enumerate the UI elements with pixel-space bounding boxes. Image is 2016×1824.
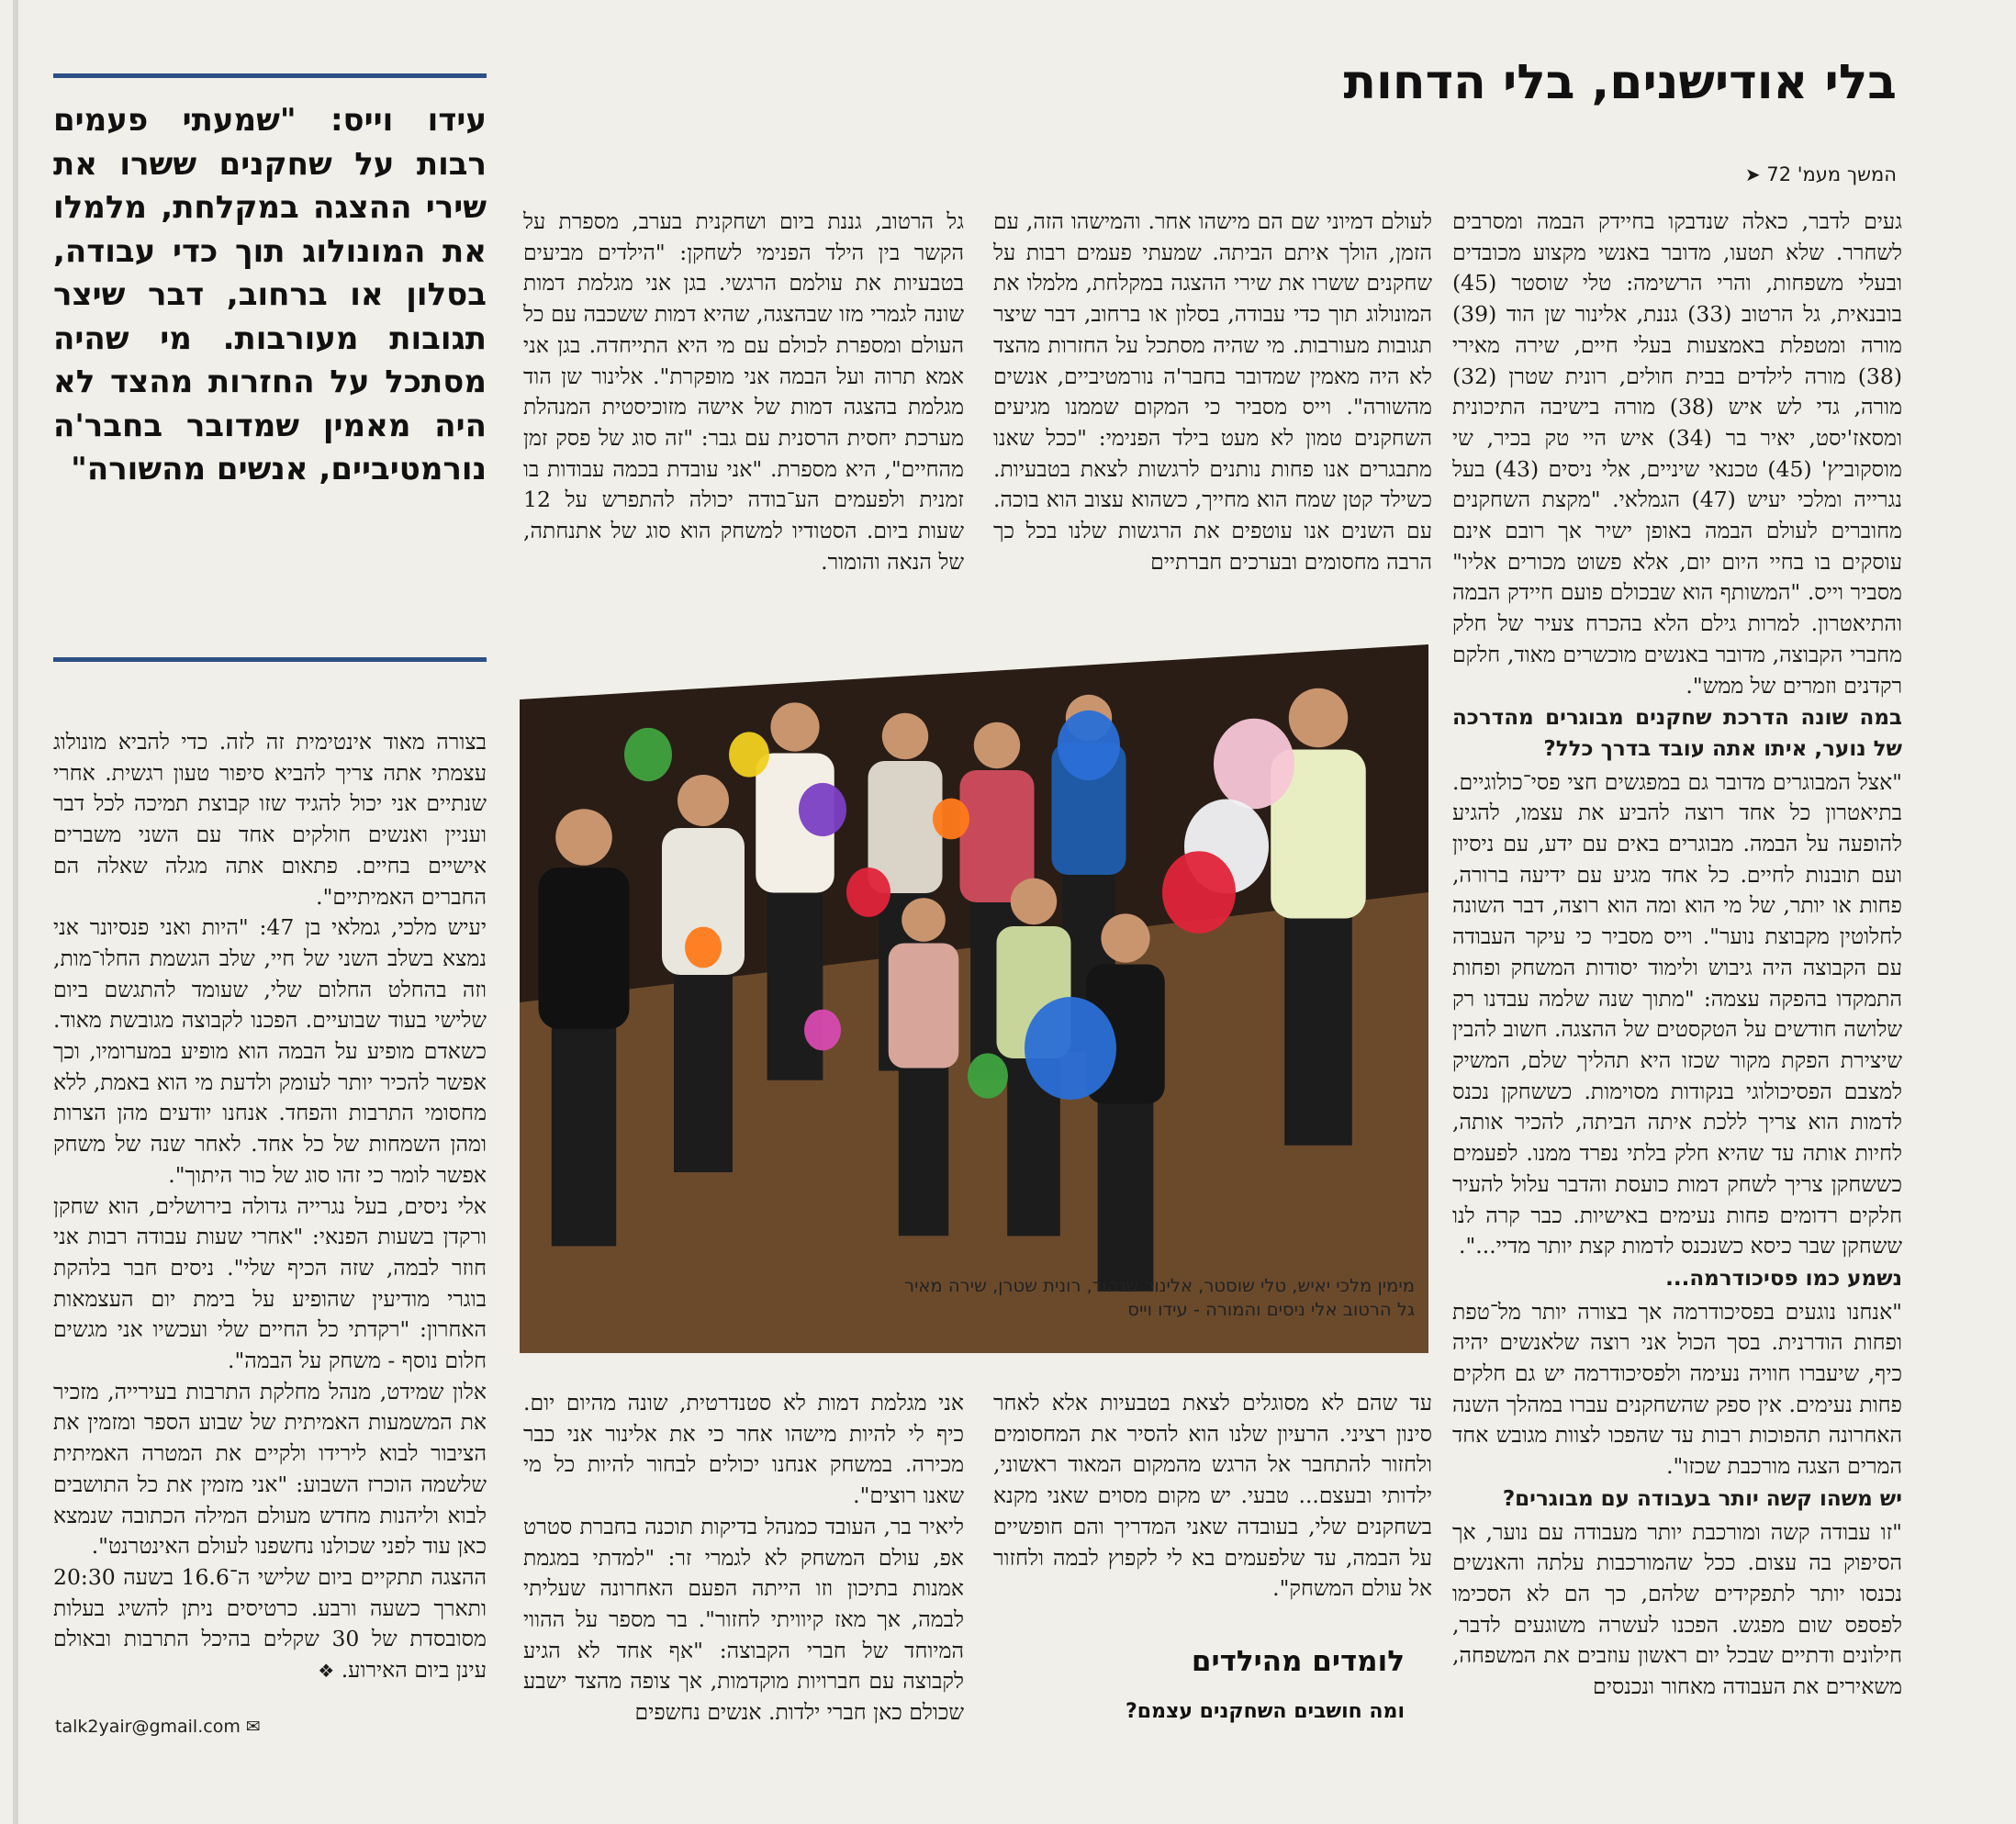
balloon [624,728,672,781]
pullquote-top-rule [53,73,487,78]
sidebar-headline: לומדים מהילדים [1191,1645,1405,1678]
article-column-middle-top [993,207,1432,578]
person-head [555,809,612,866]
continued-label: המשך מעמ' 72 [1766,163,1897,185]
balloon [846,867,890,917]
continued-note [1438,163,1897,185]
paragraph [53,1562,487,1687]
person-body [539,867,630,1029]
person-head [1011,878,1057,924]
event-details: ההצגה תתקיים ביום שלישי ה־16.6 בשעה 20:30 ותארך כשעה ורבע. כרטיסים ניתן להשיג בעלות מסובסדת של 30 שקלים בהיכל התרבות ובאולם עינן ביום האירוע. [53,1563,487,1684]
balloon [968,1053,1008,1098]
email-address[interactable]: talk2yair@gmail.com [55,1717,241,1737]
balloon [1162,851,1236,934]
person-head [882,713,928,759]
person-head [974,722,1020,768]
pullquote: עידו וייס: "שמעתי פעמים רבות על שחקנים ששרו את שירי ההצגה במקלחת, מלמלו את המונולוג תוך כדי עבודה, בסלון או ברחוב, דבר שיצר תגובות מעורבות. מי שהיה מסתכל על החזרות מהצד לא היה מאמין שמדובר בחבר'ה נורמטיביים, אנשים מהשורה" [53,102,487,487]
article-column-left-top [523,207,964,578]
balloon [933,799,969,840]
person-figure [539,809,630,1246]
paragraph: ליאיר בר, העובד כמנהל בדיקות תוכנה בחברת סטרט אפ, עולם המשחק לא לגמרי זר: "למדתי במגמת אמנות בתיכון וזו הייתה הפעם האחרונה שעליתי לבמה, אך מאז קיוויתי לחזור". בר מספר על ההווי המיוחד של חברי הקבוצה: "אף אחד לא הגיע לקבוצה עם חברויות מוקדמות, אך צופה מהצד ישבע שכולם כאן חברי ילדות. אנשים נחשפים [523,1513,964,1726]
person-head [770,702,819,751]
interview-question: במה שונה הדרכת שחקנים מבוגרים מהדרכה של נוער, איתו אתה עובד בדרך כלל? [1452,706,1902,761]
person-legs [674,970,733,1172]
paragraph: אלון שמידט, מנהל מחלקת התרבות בעירייה, מזכיר את המשמעות האמיתית של שבוע הספר ומזמין את הציבור לבוא לירידו ולקיים את המטרה האמיתית שלשמה הוכרז השבוע: "אני מזמין את כל התושבים לבוא וליהנות מחדש מעולם המילה הכתובה שנמצא כאן עוד לפני שכולנו נחשפנו לעולם האינטרנט". [53,1378,487,1560]
paragraph: "אנחנו נוגעים בפסיכודרמה אך בצורה יותר מל־טפת ופחות הודרנית. בסך הכול אני רוצה שלאנשים יהיה כיף, שיעברו חוויה נעימה ולפסיכודרמה יש גם חלקים פחות נעימים. אין ספק שהשחקנים עברו במהלך השנה האחרונה תהפוכות רבות עד שהפכו לצוות מגובש אחד המרים הצגה מורכבת שכזו". [1452,1298,1902,1480]
pullquote-bottom-rule [53,657,487,662]
article-column-far-left [53,727,487,1705]
person-body [889,944,959,1069]
article-column-right [1452,207,1902,1730]
article-column-middle-bottom [993,1388,1432,1627]
end-mark-icon: ❖ [318,1660,335,1683]
author-email[interactable] [55,1717,330,1737]
person-head [1101,913,1149,962]
person-figure [662,775,745,1172]
paragraph: אני מגלמת דמות לא סטנדרטית, שונה מהיום יום. כיף לי להיות מישהו אחר כי את אלינור אני כבר מכירה. במשחק אנחנו יכולים לבחור להיות כל מי שאנו רוצים". [523,1390,964,1509]
person-legs [899,1064,948,1236]
paragraph: לעולם דמיוני שם הם מישהו אחר. והמישהו הזה, עם הזמן, הולך איתם הביתה. שמעתי פעמים רבות על שחקנים ששרו את שירי ההצגה במקלחת, מלמלו את המונולוג תוך כדי עבודה, בסלון או ברחוב, דבר שיצר תגובות מעורבות. מי שהיה מסתכל על החזרות מהצד לא היה מאמין שמדובר בחבר'ה נורמטיביים, אנשים מהשורה". וייס מסביר כי המקום שממנו מגיעים השחקנים טמון לא מעט בילד הפנימי: "ככל שאנו מתבגרים אנו פחות נותנים לרגשות לצאת בטבעיות. כשילד קטן שמח הוא מחייך, כשהוא עצוב הוא בוכה. עם השנים אנו עוטפים את הרגשות שלנו בכל כך הרבה מחסומים ובערכים חברתיים [993,208,1432,575]
person-legs [767,889,823,1080]
paragraph: בצורה מאוד אינטימית זה לזה. כדי להביא מונולוג עצמתי אתה צריך להביא סיפור טעון רגשית. אחרי שנתיים אני יכול להגיד שזו קבוצת תמיכה לכל דבר ועניין ואנשים חולקים אחד עם השני משברים אישיים בחיים. פתאום אתה מגלה שאלה הם החברים האמיתיים". [53,729,487,910]
person-head [678,775,729,826]
group-photo-art [520,617,1428,1353]
balloon [799,783,846,836]
paragraph: עד שהם לא מסוגלים לצאת בטבעיות אלא לאחר סינון רציני. הרעיון שלנו הוא להסיר את המחסומים ולחזור להתחבר אל הרגש מהמקום המאוד ראשוני, ילדותי ובעצם... טבעי. יש מקום מסוים שאני מקנא בשחקנים שלי, בעובדה שאני המדריך והם חופשיים על הבמה, עד שלפעמים בא לי לקפוץ לבמה ולחזור אל עולם המשחק". [993,1390,1432,1602]
balloon [729,732,769,777]
headline: בלי אודישנים, בלי הדחות [1343,55,1897,110]
person-legs [552,1024,616,1247]
balloon [804,1010,841,1051]
balloon [1025,997,1116,1100]
paragraph: אלי ניסים, בעל נגרייה גדולה בירושלים, הוא שחקן ורקדן בשעות הפנאי: "אחרי שעות עבודה רבות אני חוזר לבמה, שזה הכיף שלי". ניסים חבר בלהקת בוגרי מודיעין שהופיע על בימת יום העצמאות האחרון: "רקדתי כל החיים שלי ועכשיו אני מגשים חלום נוסף - משחק על הבמה". [53,1192,487,1374]
person-head [902,898,946,942]
person-legs [1284,913,1352,1146]
person-legs [1098,1100,1154,1292]
balloon [685,927,722,968]
person-head [1289,688,1348,747]
arrow-icon: ➤ [1744,163,1761,185]
paragraph: גל הרטוב, גננת ביום ושחקנית בערב, מספרת על הקשר בין הילד הפנימי לשחקן: "הילדים מביעים בטבעיות את עולמם הרגשי. בגן אני מגלמת דמות שונה לגמרי מזו שבהצגה, שהיא דמות ששכבה עם כל העולם ומספרת לכולם עם מי היא התייחדה. בגן אני אמא תרוה ועל הבמה אני מופקרת". אלינור שן הוד מגלמת בהצגה דמות של אישה מזוכיסטית המנהלת מערכת יחסית הרסנית עם גבר: "זה סוג של פסק זמן מהחיים", היא מספרת. "אני עובדת בכמה עבודות בו זמנית ולפעמים הע־בודה יכולה להתפרש על 12 שעות ביום. הסטודיו למשחק הוא סוג של אתנחתה, של הנאה והומור. [523,208,964,575]
paragraph: יעיש מלכי, גמלאי בן 47: "היות ואני פנסיונר אני נמצא בשלב השני של חיי, שלב הגשמת החלו־מות, וזה בהחלט החלום שלי, שעומד להתגשם ביום שלישי בעוד שבועיים. הפכנו לקבוצה מגובשת מאוד. כשאדם מופיע על הבמה הוא מופיע במערומיו, וכך אפשר להכיר יותר לעומק ולדעת מי הוא באמת, ללא מחסומי התרבות והפחד. אנחנו יודעים מהן הצרות ומהן השמחות של כל אחד. לאחר שנה של משחק אפשר לומר כי זהו סוג של כור היתוך". [53,914,487,1188]
group-photo [520,617,1428,1353]
person-figure [889,898,959,1236]
page-edge [13,0,18,1824]
photo-caption: מימין מלכי יאיש, טלי שוסטר, אלינור שנהוד, רונית שטרן, שירה מאיר גל הרטוב אלי ניסים והמורה - עידו וייס [904,1275,1415,1320]
sidebar-subheadline: ומה חושבים השחקנים עצמם? [1125,1700,1405,1723]
paragraph: "אצל המבוגרים מדובר גם במפגשים חצי פסי־כולוגיים. בתיאטרון כל אחד רוצה להביע את עצמו, להגיע להופעה על הבמה. מבוגרים באים עם ידע, עם ניסיון ועם תובנות לחיים. כל אחד מגיע עם ידיעה ברורה, פחות או יותר, של מי הוא ומה הוא רוצה, דבר השונה לחלוטין מקבוצת נוער". וייס מסביר כי עיקר העבודה עם הקבוצה היה גיבוש ולימוד יסודות המשחק ופחות התמקדו בהפקה עצמה: "מתוך שנה שלמה עבדנו רק שלושה חודשים על הטקסטים של ההצגה. חשוב להבין שיצירת הפקת מקור שכזו היא תהליך שלם, המשיק למצבם הפסיכולוגי בנקודות מסוימות. כששחקן נכנס לדמות הוא צריך ללכת איתה הביתה, להכיר אותה, לחיות אותה עד שהיא חלק בלתי נפרד ממנו. לפעמים כששחקן צריך לשחק דמות כועסת והדבר עלול להעיר חלקים רדומים פחות נעימים באישיות. כבר קרה לנו ששחקן שבר כיסא כשנכנס לדמות קצת יותר מדיי...". [1452,768,1902,1259]
paragraph: "זו עבודה קשה ומורכבת יותר מעבודה עם נוער, אך הסיפוק בה עצום. ככל שהמורכבות עלתה והאנשים נכנסו יותר לתפקידים שלהם, כך הם לא הסכימו לפספס שום מפגש. הפכנו לעשרה משוגעים לדבר, חילונים ודתיים שבכל יום ראשון עוזבים את המשפחה, משאירים את העבודה מאחור ונכנסים [1452,1518,1902,1700]
interview-question: נשמע כמו פסיכודרמה... [1665,1266,1902,1291]
balloon [1214,719,1294,810]
envelope-icon: ✉ [245,1717,261,1737]
article-column-left-bottom [523,1388,964,1737]
person-figure [1086,913,1165,1291]
balloon [1058,711,1120,780]
interview-question: יש משהו קשה יותר בעבודה עם מבוגרים? [1502,1486,1902,1511]
paragraph: געים לדבר, כאלה שנדבקו בחיידק הבמה ומסרבים לשחרר. שלא תטעו, מדובר באנשי מקצוע מכובדים ובעלי משפחות, והרי הרשימה: טלי שוסטר (45) בובנאית, גל הרטוב (33) גננת, אלינור שן הוד (39) מורה ומטפלת באמצעות בעלי חיים, שירה מאירי (38) מורה לילדים בבית חולים, רונית שטרן (32) מורה, גדי לש איש (38) מורה בישיבה התיכונית ומסאז'יסט, יאיר בר (34) איש היי טק בכיר, שי מוסקוביץ' (45) טכנאי שיניים, אלי ניסים (43) בעל נגרייה ומלכי יעיש (47) הגמלאי. "מקצת השחקנים מחוברים לעולם הבמה באופן ישיר אך רובם אינם עוסקים בו בחיי היום יום, אלא פשוט מכורים אליו" מסביר וייס. "המשותף הוא שבכולם פועם חיידק הבמה והתיאטרון. למרות גילם הלא בהכרח צעיר של חלק מחברי הקבוצה, מדובר באנשים מוכשרים מאוד, חלקם רקדנים וזמרים של ממש". [1452,208,1902,699]
